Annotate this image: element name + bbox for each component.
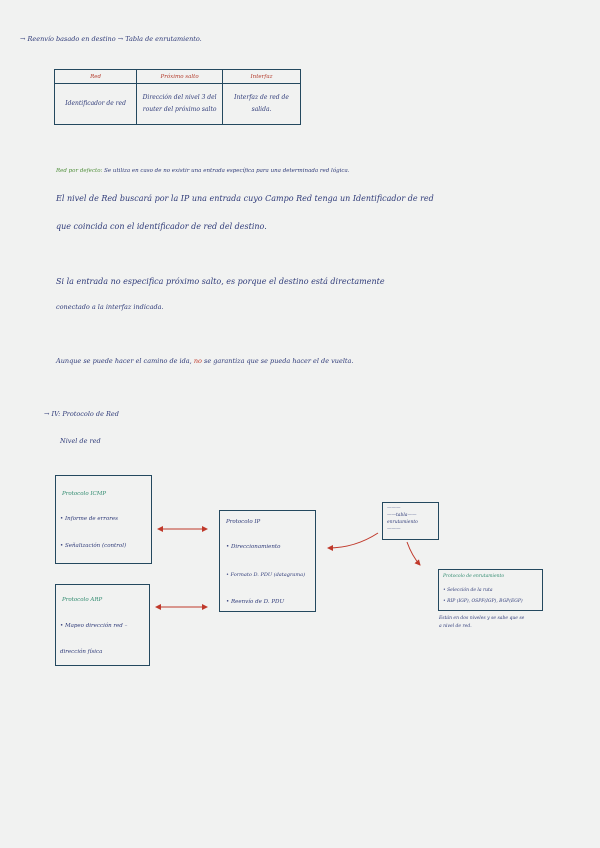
arp-title: Protocolo ARP	[62, 597, 103, 603]
icmp-item-1: • Informe de errores	[60, 516, 118, 522]
paragraph-4-b: se garantiza que se pueda hacer el de vuelta.	[204, 357, 354, 365]
table-header-interface: Interfaz	[223, 70, 301, 84]
paragraph-2-line-2: que coincida con el identificador de red del destino.	[56, 222, 267, 231]
page-heading: → Reenvío basado en destino → Tabla de enrutamiento.	[20, 35, 202, 43]
ip-item-1: • Direccionamiento	[226, 544, 281, 550]
routing-note-line-1: Están en dos niveles y se sabe que se	[439, 616, 525, 621]
routing-table-box-line-4: ———	[387, 527, 401, 532]
routing-protocol-title: Protocolo de enrutamiento	[443, 574, 505, 579]
default-route-label: Red por defecto:	[56, 168, 103, 174]
table-cell-red: Identificador de red	[55, 84, 137, 125]
ip-item-2: • Formato D. PDU (datagrama)	[226, 572, 306, 578]
arp-item-2: dirección física	[60, 649, 103, 655]
routing-note-line-2: a nivel de red.	[439, 624, 472, 629]
section-heading: → IV: Protocolo de Red	[44, 410, 119, 418]
ip-item-3: • Reenvío de D. PDU	[226, 599, 285, 605]
paragraph-3-line-1: Si la entrada no especifica próximo salto, es porque el destino está directamente	[56, 277, 385, 286]
paragraph-4-no: no	[193, 357, 202, 365]
ip-title: Protocolo IP	[226, 519, 261, 525]
paragraph-2-line-1: El nivel de Red buscará por la IP una entrada cuyo Campo Red tenga un Identificador de red	[56, 194, 434, 203]
arp-item-1: • Mapeo dirección red –	[60, 623, 128, 629]
icmp-title: Protocolo ICMP	[62, 491, 107, 497]
routing-protocol-item-1: • Selección de la ruta	[443, 588, 493, 593]
paragraph-4-a: Aunque se puede hacer el camino de ida,	[56, 357, 192, 365]
table-header-red: Red	[55, 70, 137, 84]
table-cell-next-hop: Dirección del nivel 3 del router del próximo salto	[137, 84, 223, 125]
routing-protocol-item-2: • RIP (IGP), OSPF(IGP), BGP(EGP)	[443, 599, 523, 604]
table-ip-arrow	[328, 533, 378, 548]
table-routing-arrow	[407, 542, 420, 565]
table-cell-interface: Interfaz de red de salida.	[223, 84, 301, 125]
table-header-next-hop: Próximo salto	[137, 70, 223, 84]
routing-table-box-line-1: ———	[387, 506, 401, 511]
icmp-item-2: • Señalización (control)	[60, 543, 127, 549]
routing-table-box-line-3: enrutamiento	[387, 520, 418, 525]
routing-table-box-line-2: ——tabla——	[387, 513, 417, 518]
default-route-text: Se utiliza en caso de no existir una entrada específica para una determinada red lógica.	[104, 168, 350, 174]
section-subheading: Nivel de red	[60, 437, 101, 445]
paragraph-3-line-2: conectado a la interfaz indicada.	[56, 303, 164, 311]
